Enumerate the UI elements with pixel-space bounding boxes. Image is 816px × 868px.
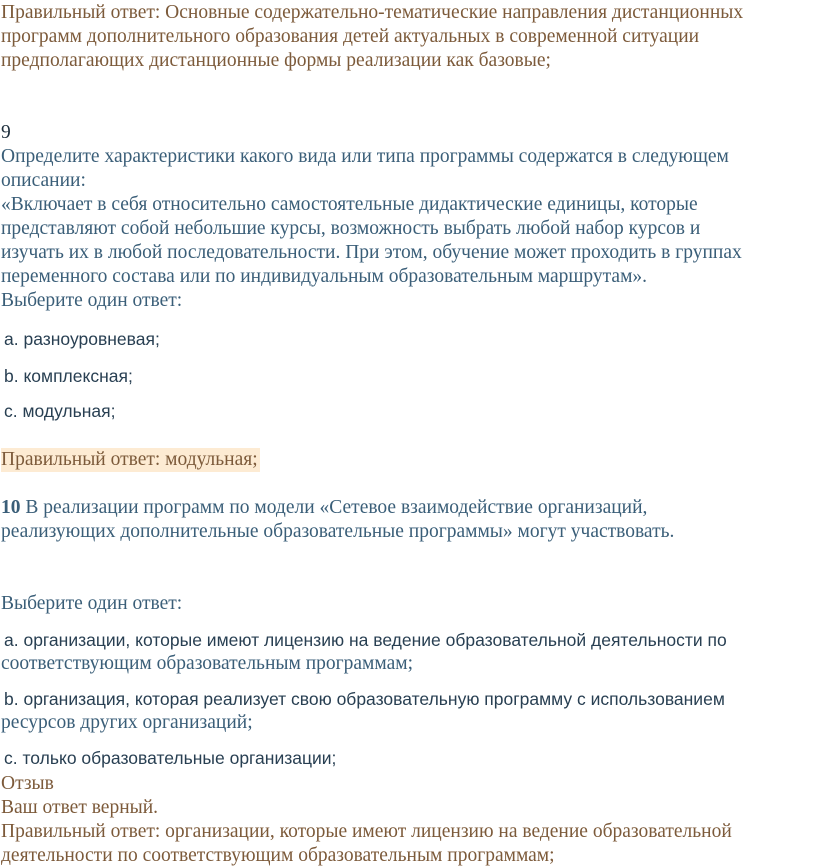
question-line: реализующих дополнительные образовательные программы» могут участвовать. — [1, 521, 675, 542]
q10-option-b[interactable] — [1, 687, 813, 735]
q9-correct-answer-text: Правильный ответ: модульная; — [1, 449, 258, 470]
feedback-text: Ваш ответ верный. — [1, 797, 159, 818]
previous-answer-line: Правильный ответ: Основные содержательно-тематические направления дистанционных — [1, 2, 744, 23]
q9-option-c[interactable]: c. модульная; — [4, 401, 116, 421]
q10-option-a-label[interactable]: a. организации, которые имеют лицензию на ведение образовательной деятельности по — [4, 630, 727, 650]
q10-option-a[interactable] — [1, 628, 813, 676]
q9-option-a[interactable]: a. разноуровневая; — [4, 329, 160, 349]
q10-feedback — [1, 772, 813, 868]
q9-option-b[interactable]: b. комплексная; — [4, 366, 133, 386]
feedback-label: Отзыв — [1, 773, 54, 794]
question-9-number: 9 — [1, 122, 11, 143]
previous-correct-answer — [1, 1, 813, 73]
q10-option-a-cont[interactable]: соответствующим образовательным программам; — [1, 653, 413, 674]
q10-correct-answer-line: Правильный ответ: организации, которые имеют лицензию на ведение образовательной — [1, 821, 732, 842]
question-10-number: 10 — [1, 497, 21, 518]
question-line: Определите характеристики какого вида или типа программы содержатся в следующем — [1, 146, 729, 167]
q10-option-c[interactable] — [1, 746, 813, 770]
q10-option-b-cont[interactable]: ресурсов других организаций; — [1, 712, 253, 733]
question-line: описании: — [1, 170, 86, 191]
q10-correct-answer-line: деятельности по соответствующим образовательным программам; — [1, 845, 555, 866]
q9-correct-answer — [1, 448, 813, 472]
previous-answer-line: программ дополнительного образования детей актуальных в современной ситуации — [1, 26, 700, 47]
question-line: изучать их в любой последовательности. При этом, обучение может проходить в группах — [1, 242, 742, 263]
answer-prompt: Выберите один ответ: — [1, 290, 183, 311]
question-10-line: В реализации программ по модели «Сетевое взаимодействие организаций, — [20, 497, 648, 518]
q10-option-c-label[interactable]: c. только образовательные организации; — [4, 748, 337, 768]
q10-answer-prompt: Выберите один ответ: — [1, 593, 183, 614]
question-line: переменного состава или по индивидуальным образовательным маршрутам». — [1, 266, 648, 287]
question-10-text — [1, 496, 813, 544]
question-line: представляют собой небольшие курсы, возможность выбрать любой набор курсов и — [1, 218, 701, 239]
q10-option-b-label[interactable]: b. организация, которая реализует свою образовательную программу с использованием — [4, 689, 725, 709]
previous-answer-line: предполагающих дистанционные формы реализации как базовые; — [1, 50, 551, 71]
question-line: «Включает в себя относительно самостоятельные дидактические единицы, которые — [1, 194, 698, 215]
question-9-text — [1, 145, 813, 313]
question-line — [1, 496, 813, 520]
